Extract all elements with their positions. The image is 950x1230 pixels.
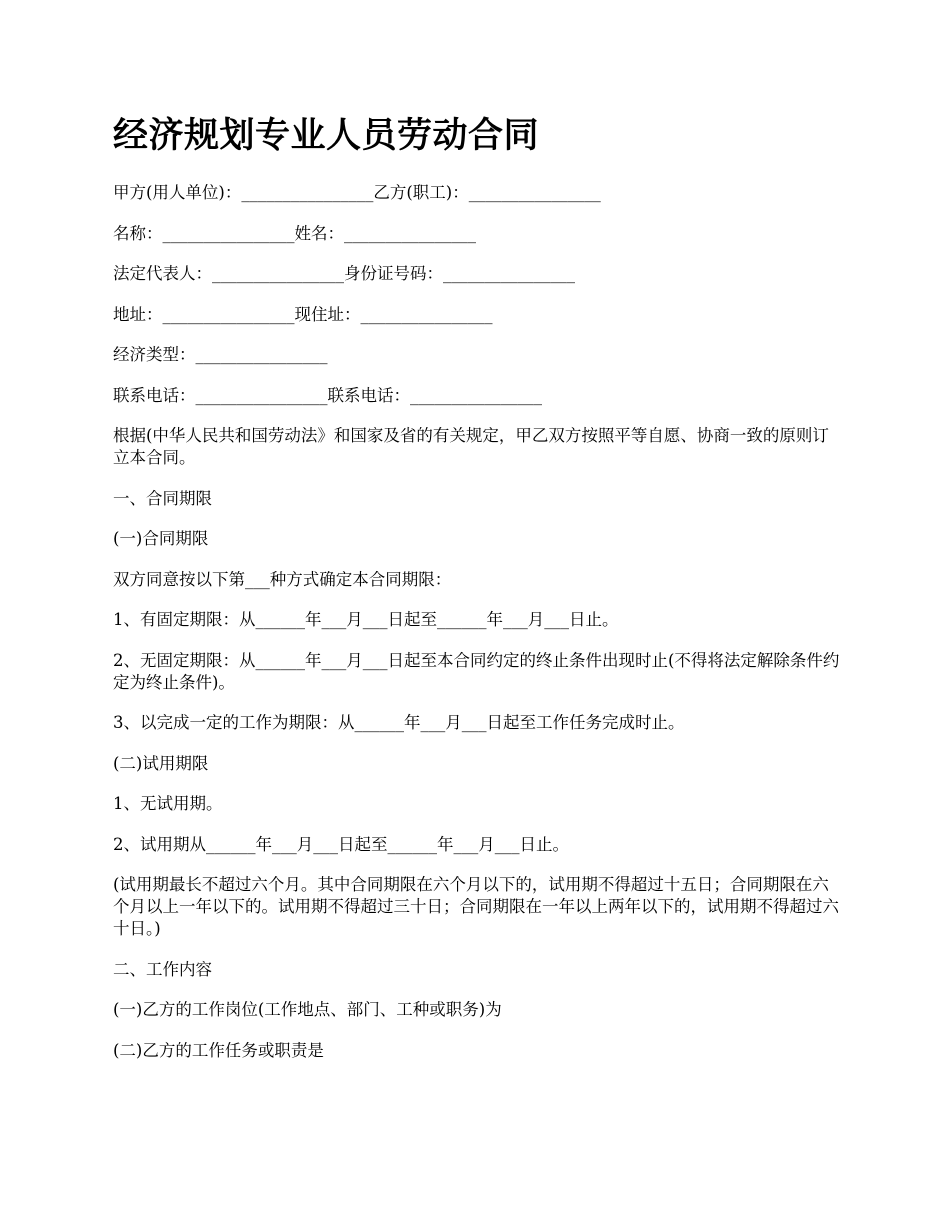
party-a-b-line: 甲方(用人单位)：________________乙方(职工)：________________ [113, 183, 601, 202]
phone-line: 联系电话：________________联系电话：________________ [113, 385, 542, 405]
open-term-item: 2、无固定期限：从______年___月___日起至本合同约定的终止条件出现时止(不得将法定解除条件约定为终止条件)。 [113, 650, 840, 692]
task-term-item: 3、以完成一定的工作为期限：从______年___月___日起至工作任务完成时止。 [113, 713, 685, 732]
subsection-probation: (二)试用期限 [113, 753, 209, 773]
probation-note-paragraph: (试用期最长不超过六个月。其中合同期限在六个月以下的，试用期不得超过十五日；合同期限在六个月以上一年以下的。试用期不得超过三十日；合同期限在一年以上两年以下的，试用期不得超过六十日。) [113, 875, 839, 938]
fixed-term-item: 1、有固定期限：从______年___月___日起至______年___月___日止。 [113, 610, 619, 629]
name-line: 名称：________________姓名：________________ [113, 223, 476, 243]
subsection-contract-term: (一)合同期限 [113, 529, 209, 548]
work-duty-item: (二)乙方的工作任务或职责是 [113, 1040, 324, 1060]
term-method-paragraph: 双方同意按以下第___种方式确定本合同期限： [113, 569, 452, 589]
work-position-item: (一)乙方的工作岗位(工作地点、部门、工种或职务)为 [113, 1000, 502, 1019]
section-heading-work: 二、工作内容 [113, 959, 212, 979]
no-probation-item: 1、无试用期。 [113, 794, 223, 813]
address-line: 地址：________________现住址：________________ [113, 304, 493, 324]
preamble-paragraph: 根据(中华人民共和国劳动法》和国家及省的有关规定，甲乙双方按照平等自愿、协商一致的原则订立本合同。 [113, 426, 829, 467]
section-heading-term: 一、合同期限 [113, 488, 212, 508]
probation-period-item: 2、试用期从______年___月___日起至______年___月___日止。 [113, 834, 569, 854]
representative-id-line: 法定代表人：________________身份证号码：________________ [113, 264, 575, 283]
document-title: 经济规划专业人员劳动合同 [113, 116, 540, 156]
economic-type-line: 经济类型：________________ [113, 345, 328, 364]
document-page [113, 112, 843, 1080]
